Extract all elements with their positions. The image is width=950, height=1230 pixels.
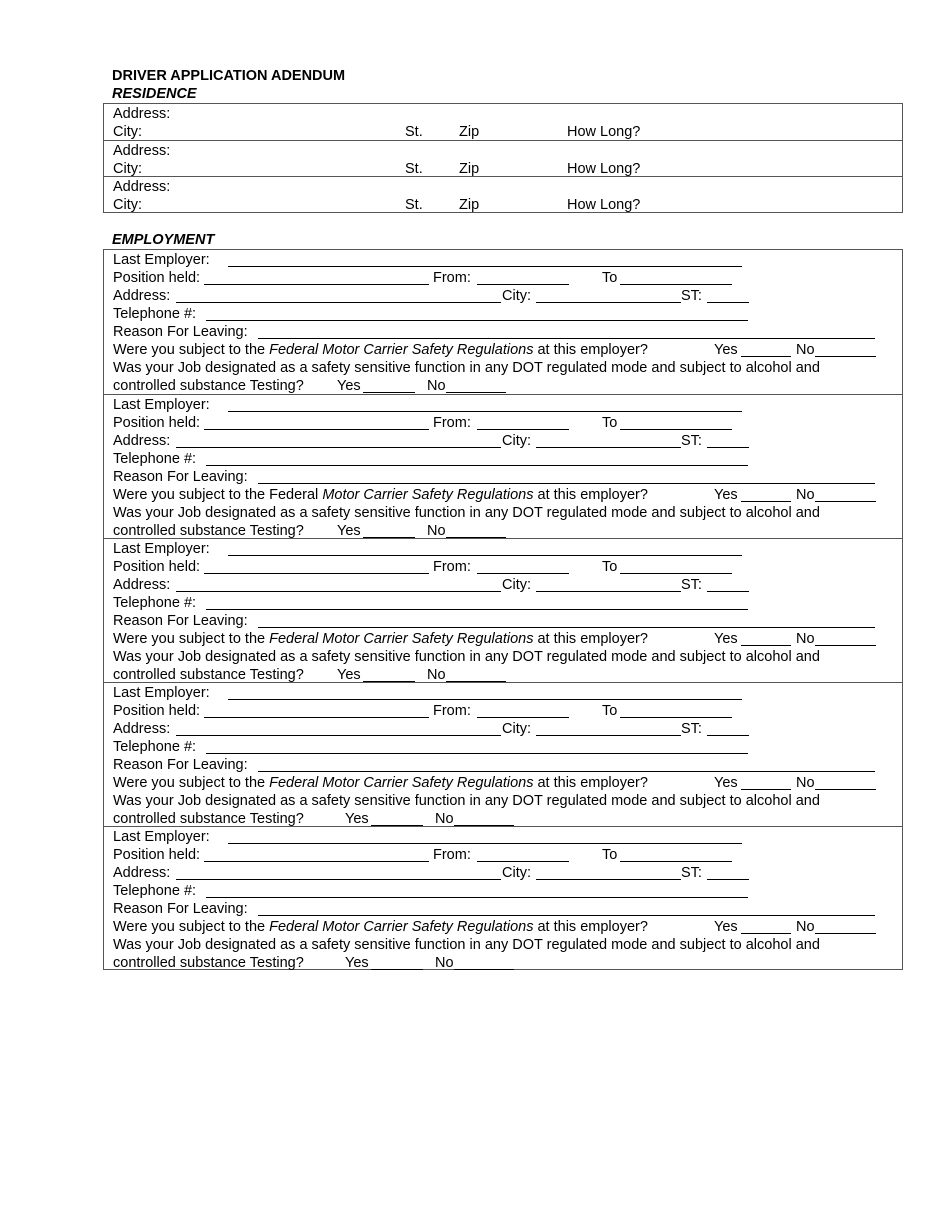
- residence-table: [103, 103, 903, 213]
- fmcsr-no-field[interactable]: [815, 789, 876, 790]
- reason-row: [113, 468, 902, 486]
- fmcsr-no-label: No: [796, 919, 815, 935]
- reason-label: Reason For Leaving:: [113, 901, 248, 917]
- to-date-field[interactable]: [620, 284, 732, 285]
- dot-yes-label: Yes: [337, 378, 361, 394]
- fmcsr-suffix: at this employer?: [537, 919, 648, 935]
- to-date-field[interactable]: [620, 717, 732, 718]
- dot-no-label: No: [427, 667, 446, 683]
- dot-yes-field[interactable]: [371, 969, 423, 970]
- employer-address-field[interactable]: [176, 447, 501, 448]
- fmcsr-prefix: Were you subject to the: [113, 487, 266, 503]
- dot-question-line2: controlled substance Testing?: [113, 811, 304, 827]
- to-label: To: [602, 703, 618, 719]
- residence-state-label: St.: [405, 161, 423, 177]
- residence-zip-label: Zip: [459, 124, 480, 140]
- telephone-label: Telephone #:: [113, 595, 197, 611]
- employer-city-field[interactable]: [536, 735, 681, 736]
- employer-address-field[interactable]: [176, 302, 501, 303]
- dot-yes-label: Yes: [345, 955, 369, 971]
- dot-yes-label: Yes: [337, 523, 361, 539]
- fmcsr-yes-label: Yes: [714, 919, 738, 935]
- employer-address-row: [113, 864, 902, 882]
- residence-city-label: City:: [113, 197, 142, 213]
- telephone-label: Telephone #:: [113, 739, 197, 755]
- last-employer-field[interactable]: [228, 266, 742, 267]
- fmcsr-yes-field[interactable]: [741, 356, 791, 357]
- telephone-field[interactable]: [206, 609, 748, 610]
- employer-city-field[interactable]: [536, 302, 681, 303]
- dot-no-field[interactable]: [454, 969, 514, 970]
- dot-testing-row: [113, 377, 902, 395]
- fmcsr-suffix: at this employer?: [537, 342, 648, 358]
- telephone-row: [113, 594, 902, 612]
- employer-address-row: [113, 432, 902, 450]
- employer-st-field[interactable]: [707, 591, 749, 592]
- telephone-label: Telephone #:: [113, 451, 197, 467]
- reason-label: Reason For Leaving:: [113, 324, 248, 340]
- fmcsr-no-label: No: [796, 342, 815, 358]
- dot-no-label: No: [435, 811, 454, 827]
- residence-how-long-label: How Long?: [567, 197, 641, 213]
- dot-question-row: [113, 648, 902, 666]
- fmcsr-yes-field[interactable]: [741, 789, 791, 790]
- to-label: To: [602, 270, 618, 286]
- dot-question-line1: Was your Job designated as a safety sensitive function in any DOT regulated mode and subject to alcohol and: [113, 505, 820, 521]
- fmcsr-yes-field[interactable]: [741, 933, 791, 934]
- telephone-row: [113, 305, 902, 323]
- fmcsr-no-label: No: [796, 775, 815, 791]
- reason-row: [113, 323, 902, 341]
- residence-zip-label: Zip: [459, 161, 480, 177]
- from-label: From:: [433, 559, 471, 575]
- employment-entry: [104, 826, 902, 969]
- to-date-field[interactable]: [620, 573, 732, 574]
- last-employer-row: [113, 251, 902, 269]
- last-employer-row: [113, 684, 902, 702]
- dot-question-row: [113, 504, 902, 522]
- fmcsr-question-row: [113, 486, 902, 504]
- from-date-field[interactable]: [477, 284, 569, 285]
- employment-entry: [104, 682, 902, 826]
- to-label: To: [602, 415, 618, 431]
- dot-question-row: [113, 359, 902, 377]
- last-employer-field[interactable]: [228, 411, 742, 412]
- reason-field[interactable]: [258, 338, 875, 339]
- employer-city-field[interactable]: [536, 591, 681, 592]
- employer-city-label: City:: [502, 288, 531, 304]
- dot-no-label: No: [427, 523, 446, 539]
- reason-row: [113, 900, 902, 918]
- employer-st-field[interactable]: [707, 879, 749, 880]
- last-employer-field[interactable]: [228, 699, 742, 700]
- fmcsr-yes-label: Yes: [714, 775, 738, 791]
- fmcsr-question-row: [113, 341, 902, 359]
- residence-address-row: [113, 105, 902, 123]
- position-label: Position held:: [113, 270, 201, 286]
- employer-address-row: [113, 720, 902, 738]
- dot-question-row: [113, 936, 902, 954]
- to-date-field[interactable]: [620, 861, 732, 862]
- reason-row: [113, 612, 902, 630]
- last-employer-row: [113, 396, 902, 414]
- reason-field[interactable]: [258, 771, 875, 772]
- residence-address-label: Address:: [113, 143, 171, 159]
- fmcsr-question: [113, 486, 648, 504]
- reason-row: [113, 756, 902, 774]
- position-label: Position held:: [113, 703, 201, 719]
- position-field[interactable]: [204, 284, 429, 285]
- fmcsr-yes-field[interactable]: [741, 501, 791, 502]
- residence-how-long-label: How Long?: [567, 124, 641, 140]
- reason-label: Reason For Leaving:: [113, 469, 248, 485]
- reason-label: Reason For Leaving:: [113, 613, 248, 629]
- residence-city-label: City:: [113, 124, 142, 140]
- position-row: [113, 702, 902, 720]
- telephone-row: [113, 738, 902, 756]
- dot-question-line1: Was your Job designated as a safety sensitive function in any DOT regulated mode and subject to alcohol and: [113, 793, 820, 809]
- dot-testing-row: [113, 954, 902, 972]
- employer-st-field[interactable]: [707, 735, 749, 736]
- residence-city-row: [113, 196, 902, 214]
- fmcsr-no-field[interactable]: [815, 356, 876, 357]
- fmcsr-question: [113, 341, 648, 359]
- fmcsr-suffix: at this employer?: [537, 631, 648, 647]
- reason-label: Reason For Leaving:: [113, 757, 248, 773]
- from-label: From:: [433, 703, 471, 719]
- dot-question-line2: controlled substance Testing?: [113, 523, 304, 539]
- dot-question-line2: controlled substance Testing?: [113, 667, 304, 683]
- last-employer-label: Last Employer:: [113, 829, 210, 845]
- position-label: Position held:: [113, 415, 201, 431]
- employer-address-label: Address:: [113, 865, 171, 881]
- fmcsr-no-field[interactable]: [815, 645, 876, 646]
- position-row: [113, 414, 902, 432]
- telephone-row: [113, 882, 902, 900]
- dot-yes-label: Yes: [337, 667, 361, 683]
- fmcsr-name-plain: Federal: [269, 487, 319, 503]
- employer-address-field[interactable]: [176, 591, 501, 592]
- residence-heading: RESIDENCE: [112, 86, 197, 102]
- position-label: Position held:: [113, 847, 201, 863]
- fmcsr-name: Federal Motor Carrier Safety Regulations: [269, 775, 534, 791]
- residence-zip-label: Zip: [459, 197, 480, 213]
- employer-st-label: ST:: [681, 288, 702, 304]
- employer-address-field[interactable]: [176, 879, 501, 880]
- fmcsr-question: [113, 774, 648, 792]
- fmcsr-yes-label: Yes: [714, 342, 738, 358]
- reason-field[interactable]: [258, 483, 875, 484]
- last-employer-row: [113, 540, 902, 558]
- employer-address-label: Address:: [113, 721, 171, 737]
- fmcsr-yes-field[interactable]: [741, 645, 791, 646]
- fmcsr-no-label: No: [796, 631, 815, 647]
- fmcsr-name: Federal Motor Carrier Safety Regulations: [269, 631, 534, 647]
- fmcsr-name-italic: Motor Carrier Safety Regulations: [322, 487, 534, 503]
- dot-question-line2: controlled substance Testing?: [113, 378, 304, 394]
- fmcsr-suffix: at this employer?: [537, 487, 648, 503]
- dot-yes-field[interactable]: [363, 392, 415, 393]
- position-field[interactable]: [204, 573, 429, 574]
- employer-city-field[interactable]: [536, 879, 681, 880]
- residence-how-long-label: How Long?: [567, 161, 641, 177]
- employer-city-field[interactable]: [536, 447, 681, 448]
- dot-question-line1: Was your Job designated as a safety sensitive function in any DOT regulated mode and subject to alcohol and: [113, 649, 820, 665]
- position-row: [113, 558, 902, 576]
- fmcsr-name: Federal Motor Carrier Safety Regulations: [269, 342, 534, 358]
- from-date-field[interactable]: [477, 429, 569, 430]
- dot-question-line1: Was your Job designated as a safety sensitive function in any DOT regulated mode and subject to alcohol and: [113, 937, 820, 953]
- employer-address-field[interactable]: [176, 735, 501, 736]
- employment-entry: [104, 394, 902, 538]
- fmcsr-question-row: [113, 774, 902, 792]
- residence-city-row: [113, 123, 902, 141]
- residence-state-label: St.: [405, 124, 423, 140]
- from-label: From:: [433, 415, 471, 431]
- document-title: DRIVER APPLICATION ADENDUM: [112, 68, 346, 84]
- employer-st-label: ST:: [681, 721, 702, 737]
- dot-question-line1: Was your Job designated as a safety sensitive function in any DOT regulated mode and subject to alcohol and: [113, 360, 820, 376]
- employer-city-label: City:: [502, 433, 531, 449]
- fmcsr-prefix: Were you subject to the: [113, 919, 266, 935]
- employer-st-field[interactable]: [707, 302, 749, 303]
- fmcsr-no-field[interactable]: [815, 501, 876, 502]
- fmcsr-prefix: Were you subject to the: [113, 342, 266, 358]
- reason-field[interactable]: [258, 915, 875, 916]
- employer-st-label: ST:: [681, 865, 702, 881]
- employment-heading: EMPLOYMENT: [112, 232, 215, 248]
- fmcsr-suffix: at this employer?: [537, 775, 648, 791]
- position-field[interactable]: [204, 429, 429, 430]
- from-date-field[interactable]: [477, 861, 569, 862]
- employer-address-label: Address:: [113, 577, 171, 593]
- position-field[interactable]: [204, 717, 429, 718]
- employer-city-label: City:: [502, 865, 531, 881]
- telephone-label: Telephone #:: [113, 306, 197, 322]
- fmcsr-prefix: Were you subject to the: [113, 631, 266, 647]
- employer-address-row: [113, 287, 902, 305]
- fmcsr-yes-label: Yes: [714, 631, 738, 647]
- last-employer-label: Last Employer:: [113, 397, 210, 413]
- telephone-row: [113, 450, 902, 468]
- last-employer-label: Last Employer:: [113, 685, 210, 701]
- position-field[interactable]: [204, 861, 429, 862]
- reason-field[interactable]: [258, 627, 875, 628]
- telephone-field[interactable]: [206, 753, 748, 754]
- from-label: From:: [433, 847, 471, 863]
- dot-question-line2: controlled substance Testing?: [113, 955, 304, 971]
- telephone-field[interactable]: [206, 320, 748, 321]
- from-date-field[interactable]: [477, 717, 569, 718]
- employer-address-label: Address:: [113, 288, 171, 304]
- fmcsr-question: [113, 918, 648, 936]
- fmcsr-question: [113, 630, 648, 648]
- employment-entry: [104, 538, 902, 682]
- telephone-field[interactable]: [206, 465, 748, 466]
- employer-st-field[interactable]: [707, 447, 749, 448]
- last-employer-field[interactable]: [228, 843, 742, 844]
- fmcsr-no-label: No: [796, 487, 815, 503]
- fmcsr-yes-label: Yes: [714, 487, 738, 503]
- residence-address-label: Address:: [113, 179, 171, 195]
- last-employer-row: [113, 828, 902, 846]
- telephone-label: Telephone #:: [113, 883, 197, 899]
- dot-question-row: [113, 792, 902, 810]
- to-label: To: [602, 847, 618, 863]
- employer-city-label: City:: [502, 577, 531, 593]
- last-employer-label: Last Employer:: [113, 541, 210, 557]
- employer-address-label: Address:: [113, 433, 171, 449]
- residence-address-label: Address:: [113, 106, 171, 122]
- last-employer-field[interactable]: [228, 555, 742, 556]
- residence-entry: [104, 176, 902, 212]
- employer-st-label: ST:: [681, 433, 702, 449]
- fmcsr-prefix: Were you subject to the: [113, 775, 266, 791]
- to-date-field[interactable]: [620, 429, 732, 430]
- fmcsr-question-row: [113, 630, 902, 648]
- fmcsr-name: Federal Motor Carrier Safety Regulations: [269, 919, 534, 935]
- employer-st-label: ST:: [681, 577, 702, 593]
- residence-state-label: St.: [405, 197, 423, 213]
- residence-city-label: City:: [113, 161, 142, 177]
- residence-address-row: [113, 178, 902, 196]
- dot-yes-label: Yes: [345, 811, 369, 827]
- telephone-field[interactable]: [206, 897, 748, 898]
- position-row: [113, 846, 902, 864]
- from-label: From:: [433, 270, 471, 286]
- fmcsr-no-field[interactable]: [815, 933, 876, 934]
- employment-table: [103, 249, 903, 970]
- fmcsr-question-row: [113, 918, 902, 936]
- dot-no-label: No: [427, 378, 446, 394]
- from-date-field[interactable]: [477, 573, 569, 574]
- position-row: [113, 269, 902, 287]
- employer-city-label: City:: [502, 721, 531, 737]
- dot-no-label: No: [435, 955, 454, 971]
- employment-entry: [104, 250, 902, 394]
- employer-address-row: [113, 576, 902, 594]
- residence-entry: [104, 140, 902, 176]
- last-employer-label: Last Employer:: [113, 252, 210, 268]
- dot-no-field[interactable]: [446, 392, 506, 393]
- residence-address-row: [113, 142, 902, 160]
- residence-entry: [104, 104, 902, 140]
- to-label: To: [602, 559, 618, 575]
- position-label: Position held:: [113, 559, 201, 575]
